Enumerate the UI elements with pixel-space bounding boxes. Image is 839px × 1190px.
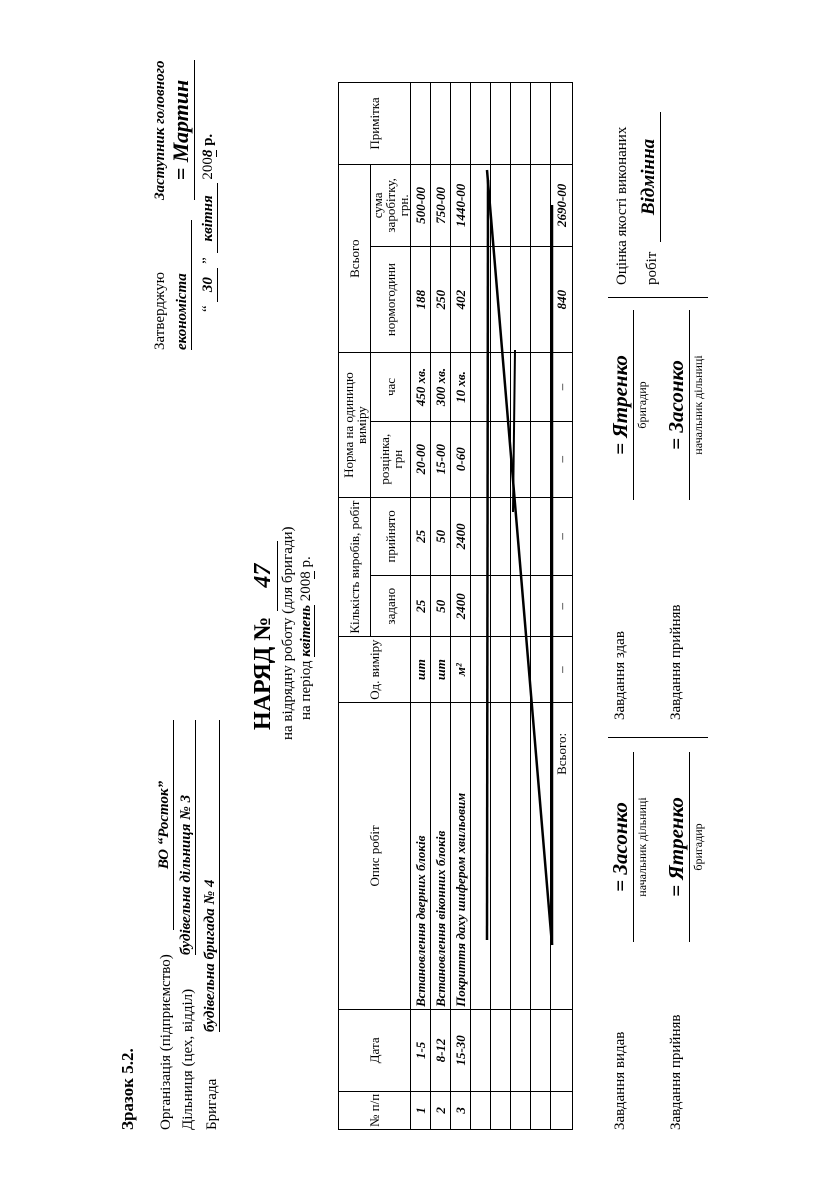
header-qty: Кількість виробів, робіт bbox=[339, 497, 371, 637]
handed-label: Завдання здав bbox=[612, 631, 628, 720]
issued-role: начальник дільниці bbox=[635, 797, 649, 897]
header-norm-time: час bbox=[371, 353, 411, 421]
total-hours: 840 bbox=[551, 246, 573, 353]
header-note: Примітка bbox=[339, 83, 411, 165]
brigade-label: Бригада bbox=[204, 1078, 220, 1130]
strike-line-diagonal bbox=[487, 170, 552, 945]
order-period-month: квітень bbox=[298, 604, 314, 657]
handed-sign: = Ятренко bbox=[608, 310, 634, 500]
table-row: 3 15-30 Покриття даху шифером хвильовим м² 2400 2400 0-60 10 хв. 402 1440-00 bbox=[451, 83, 471, 1130]
approval-position-1: Заступник головного bbox=[152, 60, 168, 200]
table-row: 2 8-12 Встановлення віконних блоків шт 50 50 15-00 300 хв. 250 750-00 bbox=[431, 83, 451, 1130]
header-total-hours: нормогодини bbox=[371, 246, 411, 353]
total-sum: 2690-00 bbox=[551, 164, 573, 246]
header-norm: Норма на одиницю виміру bbox=[339, 353, 371, 497]
header-date: Дата bbox=[339, 1009, 411, 1091]
table-row: 1 1-5 Встановлення дверних блоків шт 25 25 20-00 450 хв. 188 500-00 bbox=[411, 83, 431, 1130]
issued-sign: = Засонко bbox=[608, 752, 634, 942]
order-number: 47 bbox=[250, 541, 278, 611]
approval-label: Затверджую bbox=[152, 272, 168, 350]
order-title: НАРЯД № 47 bbox=[250, 541, 278, 730]
accepted1-label: Завдання прийняв bbox=[668, 1014, 684, 1130]
approval-month: квітня bbox=[200, 183, 218, 253]
approval-position-2: економіста bbox=[174, 220, 192, 350]
header-total: Всього bbox=[339, 164, 371, 352]
approval-date: “ 30 ” квітня 2008 р. bbox=[200, 133, 216, 312]
approval-signature: = Мартин bbox=[168, 60, 195, 200]
org-value: ВО “Росток” bbox=[156, 720, 174, 930]
header-total-sum: сума заробітку, грн. bbox=[371, 164, 411, 246]
accepted2-role: начальник дільниці bbox=[691, 355, 705, 455]
brigade-value: будівельна бригада № 4 bbox=[202, 720, 220, 1032]
quality-label-2: робіт bbox=[644, 251, 660, 285]
accepted1-role: бригадир bbox=[691, 823, 705, 871]
accepted1-sign: = Ятренко bbox=[664, 752, 690, 942]
order-period: на період квітень 2008 р. bbox=[298, 556, 314, 720]
org-label: Організація (підприємство) bbox=[158, 954, 174, 1130]
sample-title: Зразок 5.2. bbox=[118, 1048, 137, 1130]
quality-value: Відмінна bbox=[638, 112, 661, 242]
header-unit: Од. виміру bbox=[339, 637, 411, 703]
accepted2-sign: = Засонко bbox=[664, 310, 690, 500]
section-label: Дільниця (цех, відділ) bbox=[180, 988, 196, 1130]
approval-year-digit: 8 bbox=[200, 149, 216, 158]
header-qty-given: задано bbox=[371, 575, 411, 636]
header-qty-accepted: прийнято bbox=[371, 497, 411, 575]
header-num: № п/п bbox=[339, 1091, 411, 1129]
issued-label: Завдання видав bbox=[612, 1031, 628, 1130]
order-subtitle: на відрядну роботу (для бригади) bbox=[280, 526, 296, 740]
total-label: Всього: bbox=[551, 702, 573, 1009]
handed-role: бригадир bbox=[635, 381, 649, 429]
table-total-row: Всього: – – – – – 840 2690-00 bbox=[551, 83, 573, 1130]
footer-divider-2 bbox=[608, 297, 708, 298]
section-value: будівельна дільниця № 3 bbox=[178, 720, 196, 955]
footer-divider-1 bbox=[608, 737, 708, 738]
header-desc: Опис робіт bbox=[339, 702, 411, 1009]
quality-label: Оцінка якості виконаних bbox=[614, 126, 630, 285]
accepted2-label: Завдання прийняв bbox=[668, 604, 684, 720]
strike-line-top bbox=[487, 180, 488, 940]
approval-day: 30 bbox=[200, 268, 218, 302]
header-norm-rate: розцінка, грн bbox=[371, 421, 411, 497]
